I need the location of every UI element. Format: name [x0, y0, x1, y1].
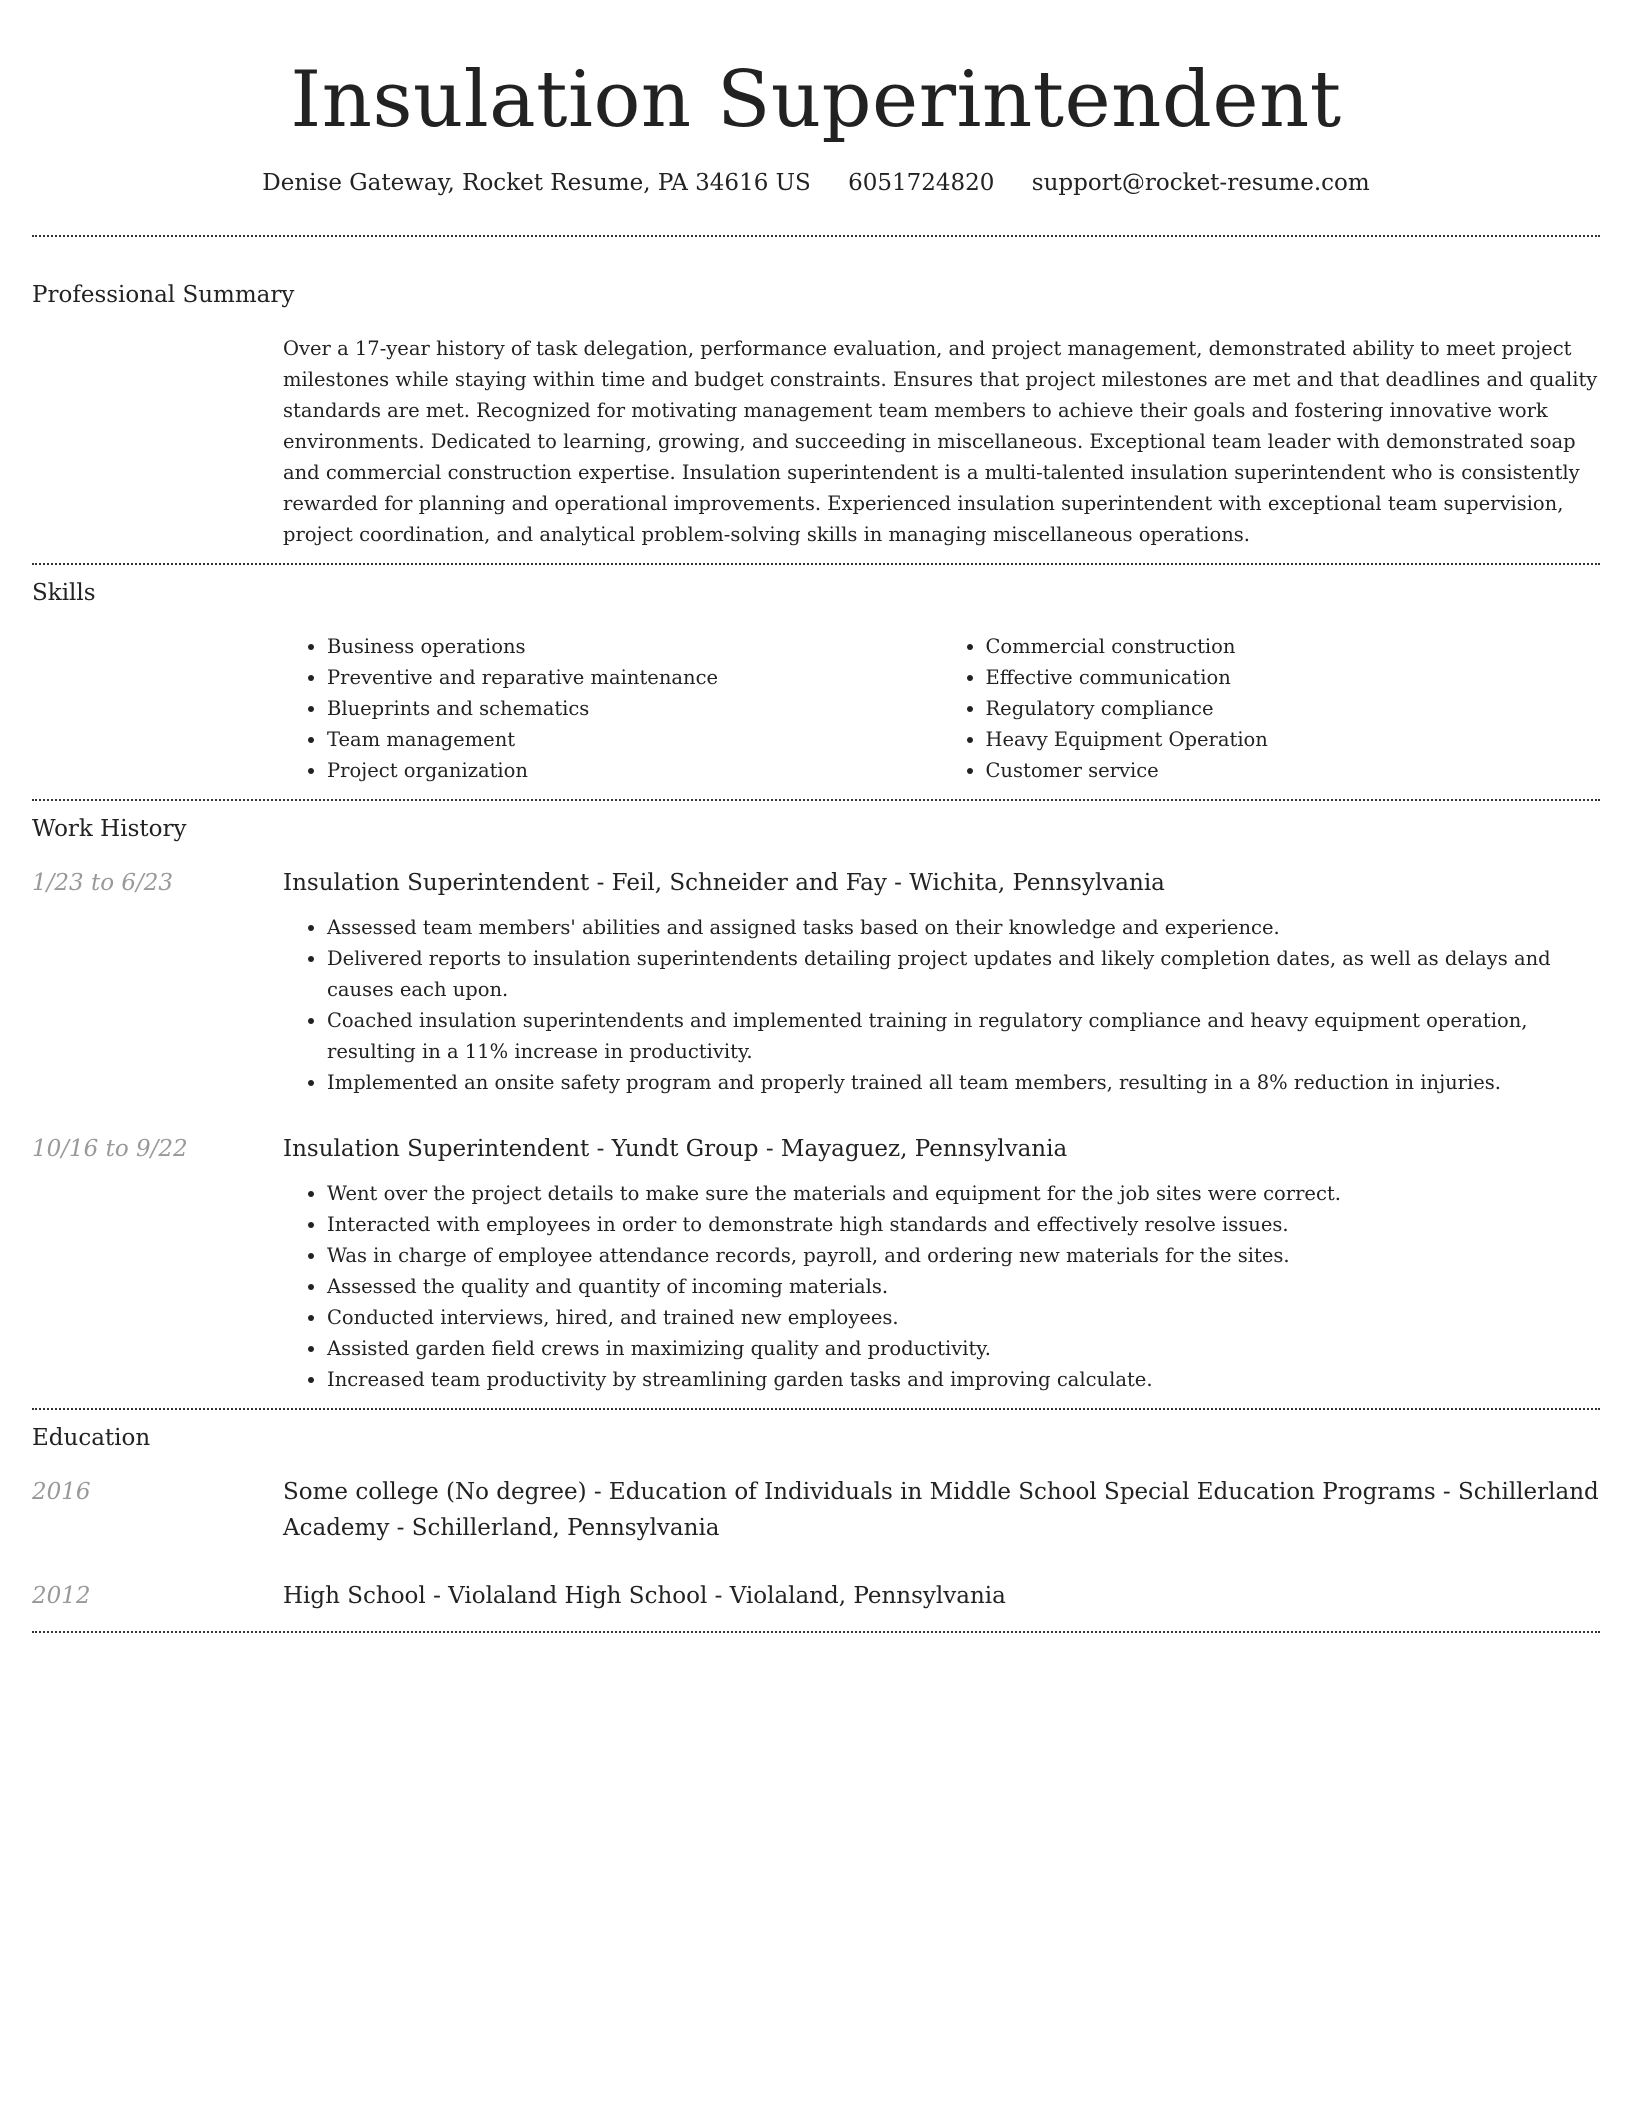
job-bullets: [283, 912, 1600, 1098]
resume-name: Insulation Superintendent: [290, 55, 1342, 145]
skill-item: • Heavy Equipment Operation: [986, 724, 1601, 755]
job-entry: [32, 865, 1600, 1098]
skill-item: • Preventive and reparative maintenance: [327, 662, 942, 693]
skills-list-left: [283, 631, 942, 786]
section-title-skills: Skills: [32, 580, 96, 606]
job-bullet: • Was in charge of employee attendance records, payroll, and ordering new materials for the sites.: [327, 1240, 1600, 1271]
job-heading: Insulation Superintendent - Yundt Group - Mayaguez, Pennsylvania: [283, 1136, 1068, 1162]
summary-section: [32, 237, 1600, 550]
section-title-summary: Professional Summary: [32, 282, 295, 308]
skills-grid: [283, 631, 1600, 786]
work-section: [32, 801, 1600, 1395]
resume-page: [32, 0, 1600, 1633]
skill-item: • Customer service: [986, 755, 1601, 786]
skill-item: • Commercial construction: [986, 631, 1601, 662]
divider: [32, 1631, 1600, 1633]
job-details: [283, 865, 1600, 1098]
education-entry: [32, 1578, 1600, 1614]
job-bullet: • Assisted garden field crews in maximizing quality and productivity.: [327, 1333, 1600, 1364]
job-bullet: • Increased team productivity by streamlining garden tasks and improving calculate.: [327, 1364, 1600, 1395]
job-bullet: • Coached insulation superintendents and implemented training in regulatory compliance and heavy equipment operation, resulting in a 11% increase in productivity.: [327, 1005, 1600, 1067]
job-bullet: • Delivered reports to insulation superintendents detailing project updates and likely completion dates, as well as delays and causes each upon.: [327, 943, 1600, 1005]
skill-item: • Blueprints and schematics: [327, 693, 942, 724]
job-bullet: • Went over the project details to make sure the materials and equipment for the job sites were correct.: [327, 1178, 1600, 1209]
job-bullet: • Implemented an onsite safety program and properly trained all team members, resulting in a 8% reduction in injuries.: [327, 1067, 1600, 1098]
education-section: [32, 1410, 1600, 1614]
summary-body: [283, 333, 1600, 550]
job-bullets: [283, 1178, 1600, 1395]
job-heading: Insulation Superintendent - Feil, Schneider and Fay - Wichita, Pennsylvania: [283, 870, 1165, 896]
skills-section: [32, 565, 1600, 786]
skill-item: • Business operations: [327, 631, 942, 662]
education-text: High School - Violaland High School - Violaland, Pennsylvania: [283, 1583, 1006, 1609]
section-title-education: Education: [32, 1425, 151, 1451]
education-year: 2016: [32, 1479, 91, 1505]
education-year: 2012: [32, 1583, 91, 1609]
contact-line: [32, 166, 1600, 200]
section-title-work: Work History: [32, 816, 187, 842]
skill-item: • Project organization: [327, 755, 942, 786]
job-bullet: • Assessed the quality and quantity of incoming materials.: [327, 1271, 1600, 1302]
skills-list-right: [942, 631, 1601, 786]
education-entry: [32, 1474, 1600, 1546]
skill-item: • Effective communication: [986, 662, 1601, 693]
job-bullet: • Conducted interviews, hired, and trained new employees.: [327, 1302, 1600, 1333]
job-entry: [32, 1131, 1600, 1395]
contact-address: Denise Gateway, Rocket Resume, PA 34616 US: [262, 170, 811, 196]
job-dates: 1/23 to 6/23: [32, 870, 174, 896]
job-dates: 10/16 to 9/22: [32, 1136, 188, 1162]
contact-phone: 6051724820: [848, 170, 995, 196]
job-bullet: • Assessed team members' abilities and assigned tasks based on their knowledge and experience.: [327, 912, 1600, 943]
summary-text: Over a 17-year history of task delegation, performance evaluation, and project management, demonstrated ability to meet project milestones while staying within time and budget constraints. Ensures that project milestones are met and that deadlines and quality standards are met. Recognized for motivating management team members to achieve their goals and fostering innovative work environments. Dedicated to learning, growing, and succeeding in miscellaneous. Exceptional team leader with demonstrated soap and commercial construction expertise. Insulation superintendent is a multi-talented insulation superintendent who is consistently rewarded for planning and operational improvements. Experienced insulation superintendent with exceptional team supervision, project coordination, and analytical problem-solving skills in managing miscellaneous operations.: [283, 337, 1598, 546]
skill-item: • Regulatory compliance: [986, 693, 1601, 724]
job-bullet: • Interacted with employees in order to demonstrate high standards and effectively resolve issues.: [327, 1209, 1600, 1240]
education-text: Some college (No degree) - Education of Individuals in Middle School Special Education Programs - Schillerland Academy - Schillerland, Pennsylvania: [283, 1479, 1599, 1541]
skill-item: • Team management: [327, 724, 942, 755]
job-details: [283, 1131, 1600, 1395]
contact-email: support@rocket-resume.com: [1031, 170, 1370, 196]
